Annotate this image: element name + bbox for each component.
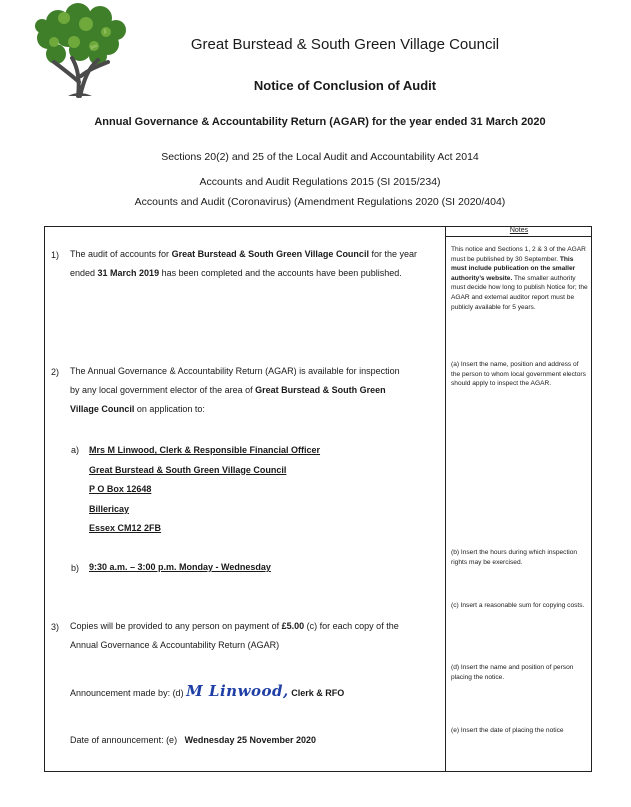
announcement-date-line: Date of announcement: (e) Wednesday 25 November 2020 xyxy=(70,735,316,745)
legislation-line-3: Accounts and Audit (Coronavirus) (Amendment Regulations 2020 (SI 2020/404) xyxy=(134,196,506,208)
note-publication: This notice and Sections 1, 2 & 3 of the AGAR must be published by 30 September. This must include publication on the smaller authority’s website. The smaller authority must decide how long to publish Notice for; the AGAR and external auditor report must be publicly available for 5 years. xyxy=(451,246,588,311)
note-a: (a) Insert the name, position and address of the person to whom local government electors should apply to inspect the AGAR. xyxy=(451,361,586,388)
section-1-text: The audit of accounts for Great Burstead & South Green Village Council for the year ended 31 March 2019 has been completed and the accounts have been published. xyxy=(70,249,417,278)
notice-title: Notice of Conclusion of Audit xyxy=(253,78,437,93)
notes-heading: Notes xyxy=(509,227,529,234)
note-d: (d) Insert the name and position of person placing the notice. xyxy=(451,664,574,681)
council-title: Great Burstead & South Green Village Council xyxy=(190,36,500,53)
inspection-hours: 9:30 a.m. – 3:00 p.m. Monday - Wednesday xyxy=(89,562,271,572)
legislation-line-1: Sections 20(2) and 25 of the Local Audit and Accountability Act 2014 xyxy=(161,151,479,163)
address-line-1: Mrs M Linwood, Clerk & Responsible Financial Officer xyxy=(89,445,321,455)
section-1-number: 1) xyxy=(51,250,60,260)
agar-title: Annual Governance & Accountability Return (AGAR) for the year ended 31 March 2020 xyxy=(94,116,546,128)
sub-a-label: a) xyxy=(71,445,80,455)
note-e: (e) Insert the date of placing the notice xyxy=(451,727,564,734)
address-line-4: Billericay xyxy=(89,503,130,514)
section-3-text: Copies will be provided to any person on payment of £5.00 (c) for each copy of the Annual Governance & Accountability Return (AGAR) xyxy=(70,621,399,650)
announcement-line: Announcement made by: (d) M Linwood, Clerk & RFO xyxy=(70,682,345,700)
note-c: (c) Insert a reasonable sum for copying costs. xyxy=(451,602,585,609)
clerk-address xyxy=(89,441,320,539)
notes-header-rule xyxy=(446,236,592,237)
address-line-2: Great Burstead & South Green Village Council xyxy=(89,464,287,475)
legislation-line-2: Accounts and Audit Regulations 2015 (SI 2015/234) xyxy=(199,176,441,188)
notes-column-divider xyxy=(445,226,446,772)
section-2-number: 2) xyxy=(51,367,60,377)
address-line-5: Essex CM12 2FB xyxy=(89,523,162,533)
sub-b-label: b) xyxy=(71,563,80,573)
address-line-3: P O Box 12648 xyxy=(89,484,152,494)
signature: M Linwood, xyxy=(186,682,289,700)
tree-logo xyxy=(28,2,138,98)
section-2-text: The Annual Governance & Accountability Return (AGAR) is available for inspection by any local government elector of the area of Great Burstead & South Green Village Council on application to: xyxy=(70,366,400,414)
note-b: (b) Insert the hours during which inspection rights may be exercised. xyxy=(451,549,578,566)
section-3-number: 3) xyxy=(51,622,60,632)
